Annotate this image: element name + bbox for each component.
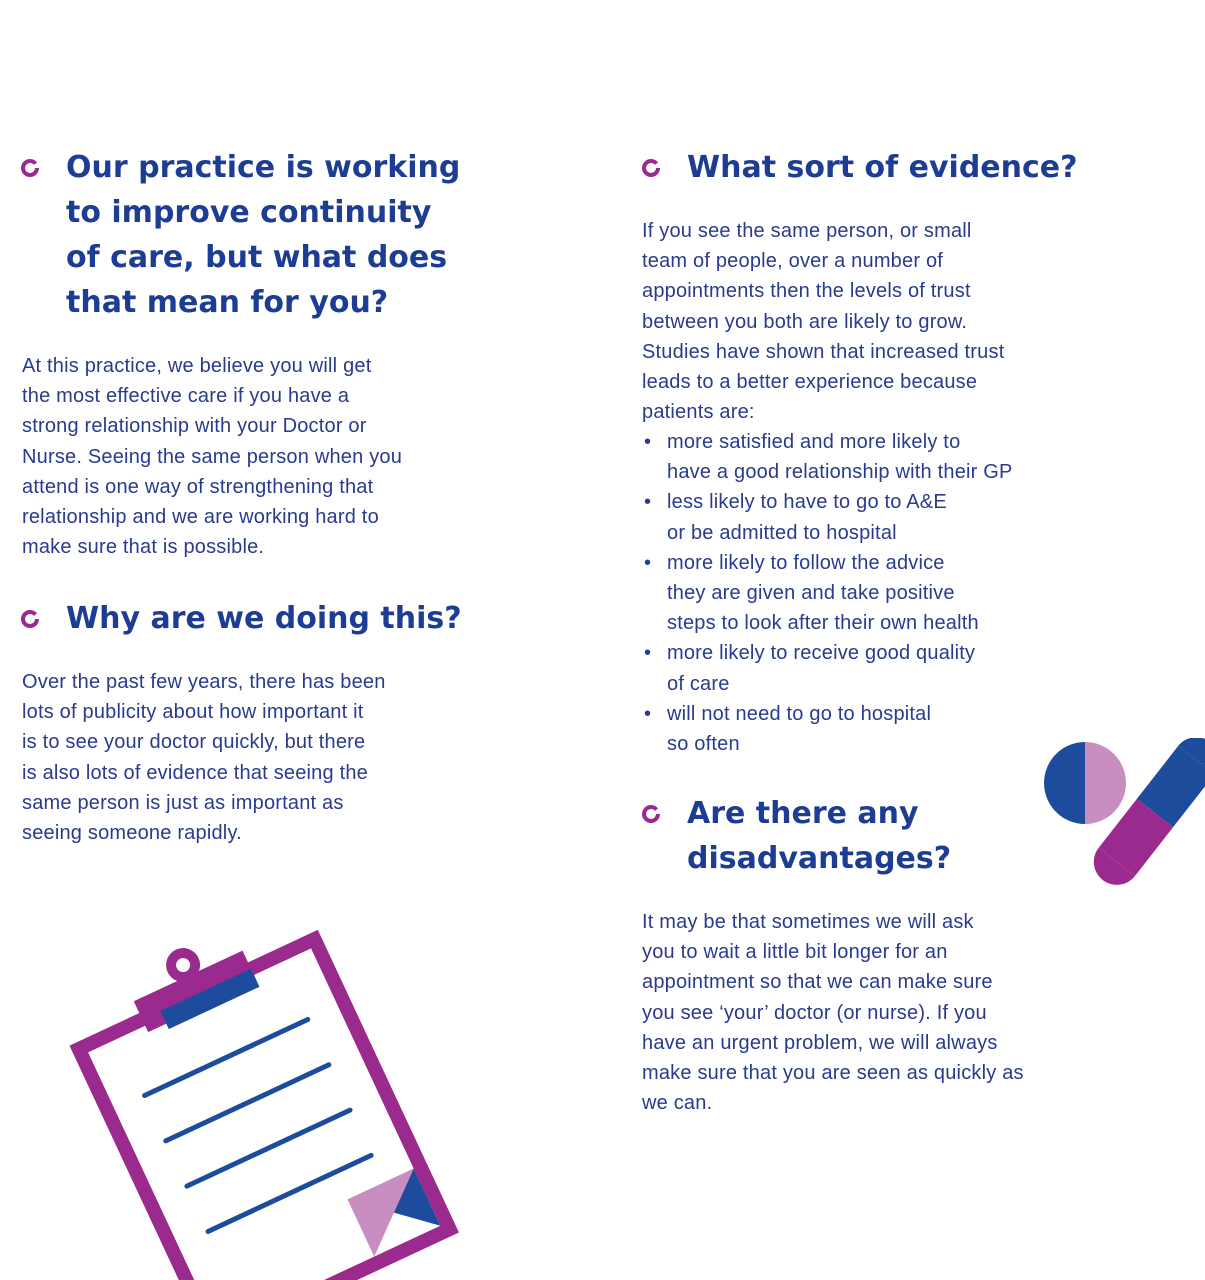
list-item	[642, 699, 1013, 759]
bullet-glyph: •	[644, 551, 652, 574]
list-item-text: more satisfied and more likely to have a good relationship with their GP	[667, 431, 1013, 484]
list-item-text: will not need to go to hospital so often	[667, 702, 932, 756]
paragraph-disadvantages: It may be that sometimes we will ask you to wait a little bit longer for an appointment so that we can make sure you see ‘your’ doctor (or nurse). If you have an urgent problem, we will always make sure that you are seen as quickly as we can.	[642, 911, 1024, 1115]
ring-icon	[20, 158, 40, 178]
list-item	[642, 638, 1013, 698]
bullet-glyph: •	[644, 431, 652, 453]
list-item	[642, 487, 1013, 547]
list-item-text: more likely to follow the advice they are given and take positive steps to look after their own health	[667, 551, 979, 635]
list-item	[642, 427, 1013, 487]
ring-icon	[20, 609, 40, 629]
list-item-text: less likely to have to go to A&E or be admitted to hospital	[667, 491, 947, 544]
heading-why-doing-this	[66, 596, 462, 641]
heading-text: Why are we doing this?	[66, 601, 462, 636]
heading-what-evidence	[687, 145, 1078, 190]
benefits-list	[642, 427, 1013, 759]
paragraph-practice-belief: At this practice, we believe you will get the most effective care if you have a strong relationship with your Doctor or Nurse. Seeing the same person when you attend is one way of strengthening that relationship and we are working hard to make sure that is possible.	[22, 355, 403, 559]
bullet-glyph: •	[644, 702, 652, 725]
pills-illustration	[1040, 738, 1205, 888]
paragraph-evidence: If you see the same person, or small team of people, over a number of appointments then the levels of trust between you both are likely to grow. Studies have shown that increased trust leads to a better experience because patients are:	[642, 220, 1005, 424]
ring-icon	[641, 804, 661, 824]
list-item	[642, 548, 1013, 639]
heading-disadvantages	[687, 791, 951, 881]
bullet-glyph: •	[644, 491, 652, 514]
heading-text: Our practice is working to improve continuity of care, but what does that mean for you?	[66, 150, 461, 320]
heading-continuity-of-care	[66, 145, 460, 325]
paragraph-publicity: Over the past few years, there has been lots of publicity about how important it is to see your doctor quickly, but there is also lots of evidence that seeing the same person is just as important as seeing someone rapidly.	[22, 671, 386, 845]
ring-icon	[641, 158, 661, 178]
clipboard-illustration	[60, 930, 460, 1280]
heading-text: Are there any disadvantages?	[687, 796, 952, 876]
heading-text: What sort of evidence?	[687, 150, 1078, 185]
list-item-text: more likely to receive good quality of care	[667, 642, 976, 695]
bullet-glyph: •	[644, 642, 652, 665]
